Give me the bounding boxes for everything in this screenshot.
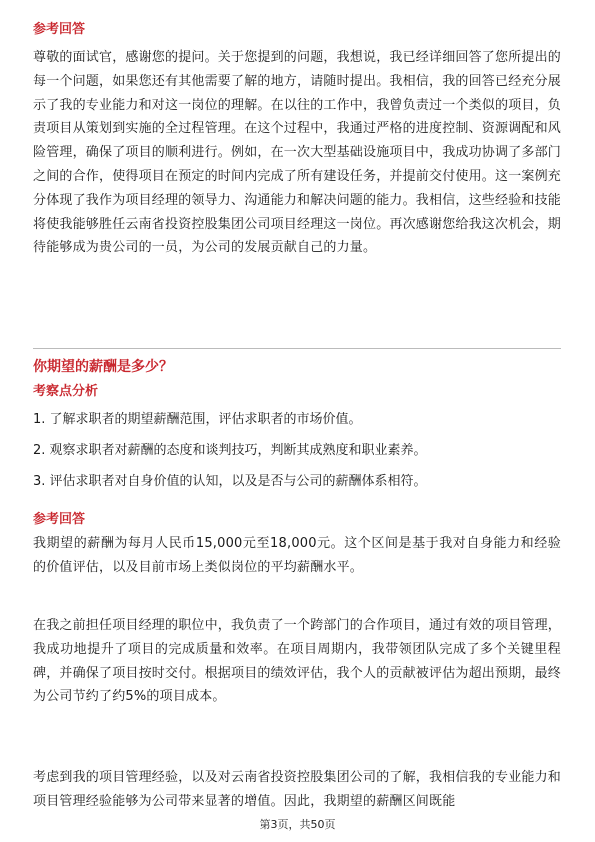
analysis-label: 考察点分析 bbox=[33, 384, 99, 399]
answer-paragraph: 尊敬的面试官，感谢您的提问。关于您提到的问题，我想说，我已经详细回答了您所提出的每一个问题，如果您还有其他需要了解的地方，请随时提出。我相信，我的回答已经充分展示了我的专业能力和对这一岗位的理解。在以往的工作中，我曾负责过一个类似的项目，负责项目从策划到实施的全过程管理。在这个过程中，我通过严格的进度控制、资源调配和风险管理，确保了项目的顺利进行。例如，在一次大型基础设施项目中，我成功协调了多部门之间的合作，使得项目在预定的时间内完成了所有建设任务，并提前交付使用。这一案例充分体现了我作为项目经理的领导力、沟通能力和解决问题的能力。我相信，这些经验和技能将使我能够胜任云南省投资控股集团公司项目经理这一岗位。再次感谢您给我这次机会，期待能够成为贵公司的一员，为公司的发展贡献自己的力量。 bbox=[33, 50, 562, 256]
answer-paragraph: 在我之前担任项目经理的职位中，我负责了一个跨部门的合作项目，通过有效的项目管理，我成功地提升了项目的完成质量和效率。在项目周期内，我带领团队完成了多个关键里程碑，并确保了项目按时交付。根据项目的绩效评估，我个人的贡献被评估为超出预期，最终为公司节约了约5%的项目成本。 bbox=[33, 618, 562, 705]
analysis-item: 2. 观察求职者对薪酬的态度和谈判技巧，判断其成熟度和职业素养。 bbox=[33, 443, 427, 458]
answer-label: 参考回答 bbox=[33, 22, 86, 37]
analysis-item: 3. 评估求职者对自身价值的认知，以及是否与公司的薪酬体系相符。 bbox=[33, 474, 427, 489]
question-title: 你期望的薪酬是多少？ bbox=[33, 359, 173, 375]
page-footer: 第3页，共50页 bbox=[259, 818, 336, 831]
answer-paragraph: 我期望的薪酬为每月人民币15,000元至18,000元。这个区间是基于我对自身能力和经验的价值评估，以及目前市场上类似岗位的平均薪酬水平。 bbox=[33, 536, 561, 575]
answer-paragraph: 考虑到我的项目管理经验，以及对云南省投资控股集团公司的了解，我相信我的专业能力和项目管理经验能够为公司带来显著的增值。因此，我期望的薪酬区间既能 bbox=[33, 770, 561, 809]
section-divider bbox=[33, 348, 561, 349]
analysis-item: 1. 了解求职者的期望薪酬范围，评估求职者的市场价值。 bbox=[33, 412, 362, 427]
answer-label: 参考回答 bbox=[33, 512, 86, 527]
